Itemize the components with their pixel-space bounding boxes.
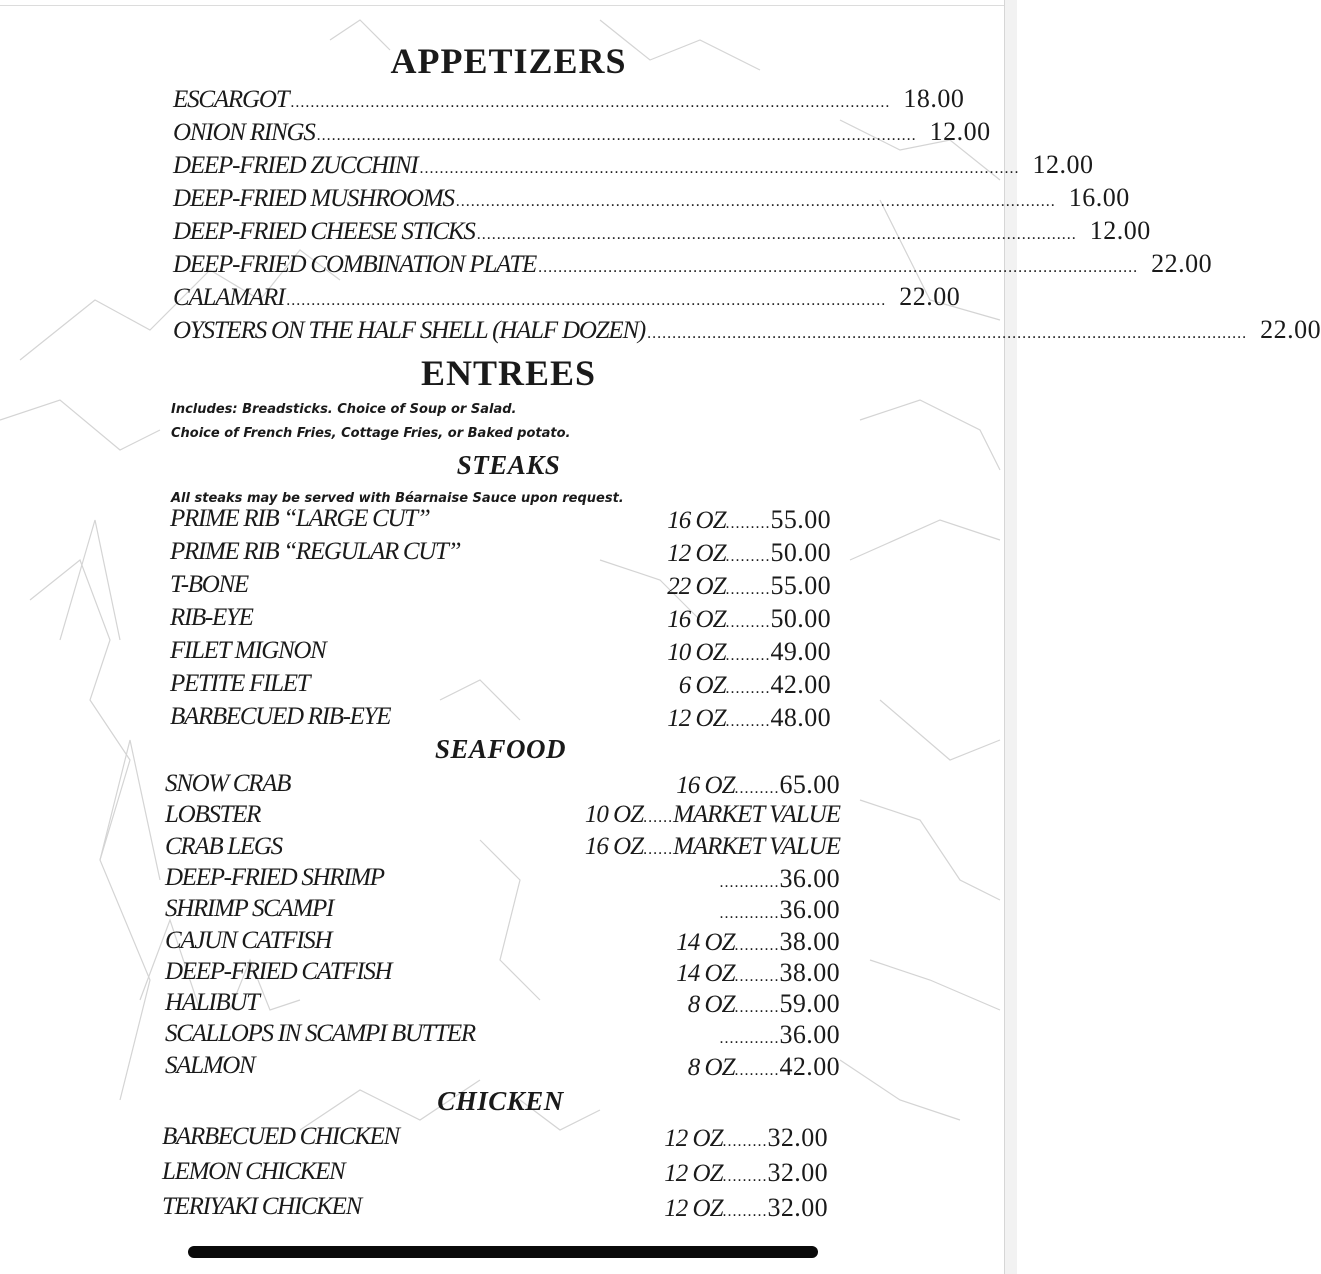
dot-leader: ........................................................................................................................	[647, 325, 1248, 342]
item-size: 16 OZ	[667, 507, 726, 534]
item-size: 12 OZ	[667, 705, 726, 732]
menu-item-size-price	[300, 571, 831, 601]
menu-item-name: T-BONE	[170, 571, 248, 598]
item-name: ESCARGOT	[173, 86, 289, 113]
dot-leader: .........	[722, 1168, 768, 1185]
item-name: DEEP-FRIED MUSHROOMS	[173, 185, 454, 212]
item-size: 8 OZ	[687, 1053, 735, 1081]
item-price: 32.00	[767, 1123, 828, 1152]
menu-item-size-price	[300, 801, 840, 829]
item-name: OYSTERS ON THE HALF SHELL (HALF DOZEN)	[173, 317, 646, 344]
appetizer-item	[173, 183, 1130, 216]
dot-leader: .........	[734, 780, 780, 797]
dot-leader: ........................................................................................................................	[538, 259, 1139, 276]
dot-leader: ........................................................................................................................	[419, 160, 1020, 177]
menu-item-size-price	[300, 833, 840, 861]
item-price: 38.00	[779, 926, 840, 956]
item-price: MARKET VALUE	[673, 801, 840, 829]
menu-item-name: CAJUN CATFISH	[165, 926, 332, 954]
item-price: 12.00	[1032, 150, 1094, 179]
menu-item-size-price	[300, 637, 831, 667]
appetizer-item	[173, 249, 1213, 282]
dot-leader: ........................................................................................................................	[316, 127, 917, 144]
item-price: 16.00	[1068, 183, 1130, 212]
menu-item-size-price	[300, 670, 831, 700]
dot-leader: .........	[722, 1133, 768, 1150]
item-size: 14 OZ	[676, 959, 735, 987]
entrees-includes-line-1: Includes: Breadsticks. Choice of Soup or Salad.	[171, 402, 517, 417]
menu-item-name: LEMON CHICKEN	[162, 1158, 345, 1185]
item-size: 10 OZ	[667, 639, 726, 666]
dot-leader: .........	[734, 936, 780, 954]
item-price: 55.00	[770, 505, 831, 534]
item-size: 12 OZ	[667, 540, 726, 567]
menu-item-size-price	[300, 770, 840, 800]
dot-leader: ............	[719, 1030, 780, 1048]
dot-leader: ............	[719, 905, 780, 923]
menu-item-size-price	[300, 989, 840, 1019]
item-price: 59.00	[779, 989, 840, 1019]
item-name: DEEP-FRIED COMBINATION PLATE	[173, 251, 537, 278]
menu-item-name: RIB-EYE	[170, 604, 253, 631]
steaks-note: All steaks may be served with Béarnaise Sauce upon request.	[171, 491, 624, 506]
dot-leader: .........	[725, 515, 771, 532]
menu-item-name: PRIME RIB “LARGE CUT”	[170, 505, 430, 532]
appetizer-item	[173, 117, 991, 150]
menu-item-size-price	[300, 703, 831, 733]
item-price: 50.00	[770, 604, 831, 633]
item-size: 8 OZ	[687, 991, 735, 1019]
steaks-heading: STEAKS	[456, 450, 561, 480]
menu-item-size-price	[300, 1123, 828, 1153]
dot-leader: .........	[734, 1061, 780, 1079]
item-price: 12.00	[929, 117, 991, 146]
item-price: 32.00	[767, 1158, 828, 1187]
menu-item-size-price	[300, 505, 831, 535]
appetizers-heading: APPETIZERS	[390, 41, 627, 81]
menu-item-name: SHRIMP SCAMPI	[165, 895, 334, 923]
item-price: 36.00	[779, 1020, 840, 1050]
item-size: 16 OZ	[676, 772, 735, 799]
dot-leader: .........	[734, 999, 780, 1017]
item-size: 6 OZ	[678, 672, 726, 699]
item-price: MARKET VALUE	[673, 832, 840, 860]
menu-item-name: DEEP-FRIED CATFISH	[165, 957, 392, 985]
dot-leader: ......	[643, 809, 674, 827]
item-price: 49.00	[770, 637, 831, 666]
menu-item-name: SCALLOPS IN SCAMPI BUTTER	[165, 1020, 475, 1048]
appetizer-item	[173, 282, 961, 315]
menu-item-size-price	[300, 538, 831, 568]
menu-item-name: TERIYAKI CHICKEN	[162, 1193, 361, 1220]
appetizer-item	[173, 150, 1094, 183]
menu-item-size-price	[300, 1020, 840, 1050]
item-price: 42.00	[770, 670, 831, 699]
item-price: 48.00	[770, 703, 831, 732]
menu-item-name: BARBECUED RIB-EYE	[170, 703, 391, 730]
item-size: 22 OZ	[667, 573, 726, 600]
menu-item-name: SNOW CRAB	[165, 770, 291, 797]
menu-item-name: FILET MIGNON	[170, 637, 326, 664]
item-size: 10 OZ	[584, 801, 644, 829]
item-name: DEEP-FRIED CHEESE STICKS	[173, 218, 475, 245]
appetizer-item	[173, 315, 1321, 348]
appetizer-item	[173, 216, 1151, 249]
menu-item-name: PRIME RIB “REGULAR CUT”	[170, 538, 461, 565]
dot-leader: .........	[725, 548, 771, 565]
dot-leader: .........	[725, 647, 771, 664]
menu-item-size-price	[300, 958, 840, 988]
menu-item-size-price	[300, 864, 840, 894]
menu-item-size-price	[300, 1052, 840, 1082]
menu-item-size-price	[300, 1158, 828, 1188]
item-price: 65.00	[779, 770, 840, 799]
item-size: 16 OZ	[667, 606, 726, 633]
menu-item-name: CRAB LEGS	[165, 832, 282, 860]
menu-item-name: LOBSTER	[165, 801, 261, 829]
item-name: CALAMARI	[173, 284, 285, 311]
item-price: 38.00	[779, 957, 840, 987]
dot-leader: ......	[643, 840, 674, 858]
home-indicator-bar[interactable]	[188, 1246, 818, 1258]
dot-leader: .........	[725, 680, 771, 697]
item-price: 42.00	[779, 1051, 840, 1081]
item-price: 12.00	[1089, 216, 1151, 245]
dot-leader: ........................................................................................................................	[286, 292, 887, 309]
item-price: 18.00	[903, 84, 965, 113]
item-name: DEEP-FRIED ZUCCHINI	[173, 152, 418, 179]
item-size: 12 OZ	[664, 1125, 723, 1152]
item-size: 12 OZ	[664, 1160, 723, 1187]
menu-item-name: DEEP-FRIED SHRIMP	[165, 863, 384, 891]
item-size: 16 OZ	[584, 832, 644, 860]
item-price: 22.00	[899, 282, 961, 311]
menu-item-name: PETITE FILET	[170, 670, 310, 697]
entrees-heading: ENTREES	[420, 353, 597, 393]
item-name: ONION RINGS	[173, 119, 315, 146]
dot-leader: ........................................................................................................................	[455, 193, 1056, 210]
dot-leader: .........	[725, 713, 771, 730]
item-price: 22.00	[1151, 249, 1213, 278]
dot-leader: .........	[725, 614, 771, 631]
entrees-includes-line-2: Choice of French Fries, Cottage Fries, or Baked potato.	[171, 426, 571, 441]
dot-leader: ............	[719, 873, 780, 891]
item-size: 12 OZ	[664, 1195, 723, 1222]
item-price: 32.00	[767, 1193, 828, 1222]
item-price: 50.00	[770, 538, 831, 567]
chicken-heading: CHICKEN	[437, 1086, 564, 1116]
menu-item-size-price	[300, 927, 840, 957]
menu-item-name: SALMON	[165, 1051, 255, 1079]
item-price: 36.00	[779, 863, 840, 893]
dot-leader: .........	[734, 967, 780, 985]
menu-item-size-price	[300, 1193, 828, 1223]
page-edge	[1004, 0, 1017, 1274]
appetizer-item	[173, 84, 965, 117]
item-size: 14 OZ	[676, 928, 735, 956]
dot-leader: .........	[725, 581, 771, 598]
menu-item-size-price	[300, 895, 840, 925]
item-price: 55.00	[770, 571, 831, 600]
item-price: 36.00	[779, 895, 840, 925]
seafood-heading: SEAFOOD	[434, 734, 567, 764]
menu-item-size-price	[300, 604, 831, 634]
menu-item-name: HALIBUT	[165, 989, 259, 1017]
dot-leader: ........................................................................................................................	[290, 94, 891, 111]
menu-item-name: BARBECUED CHICKEN	[162, 1123, 399, 1150]
dot-leader: ........................................................................................................................	[476, 226, 1077, 243]
item-price: 22.00	[1260, 315, 1321, 344]
dot-leader: .........	[722, 1203, 768, 1220]
